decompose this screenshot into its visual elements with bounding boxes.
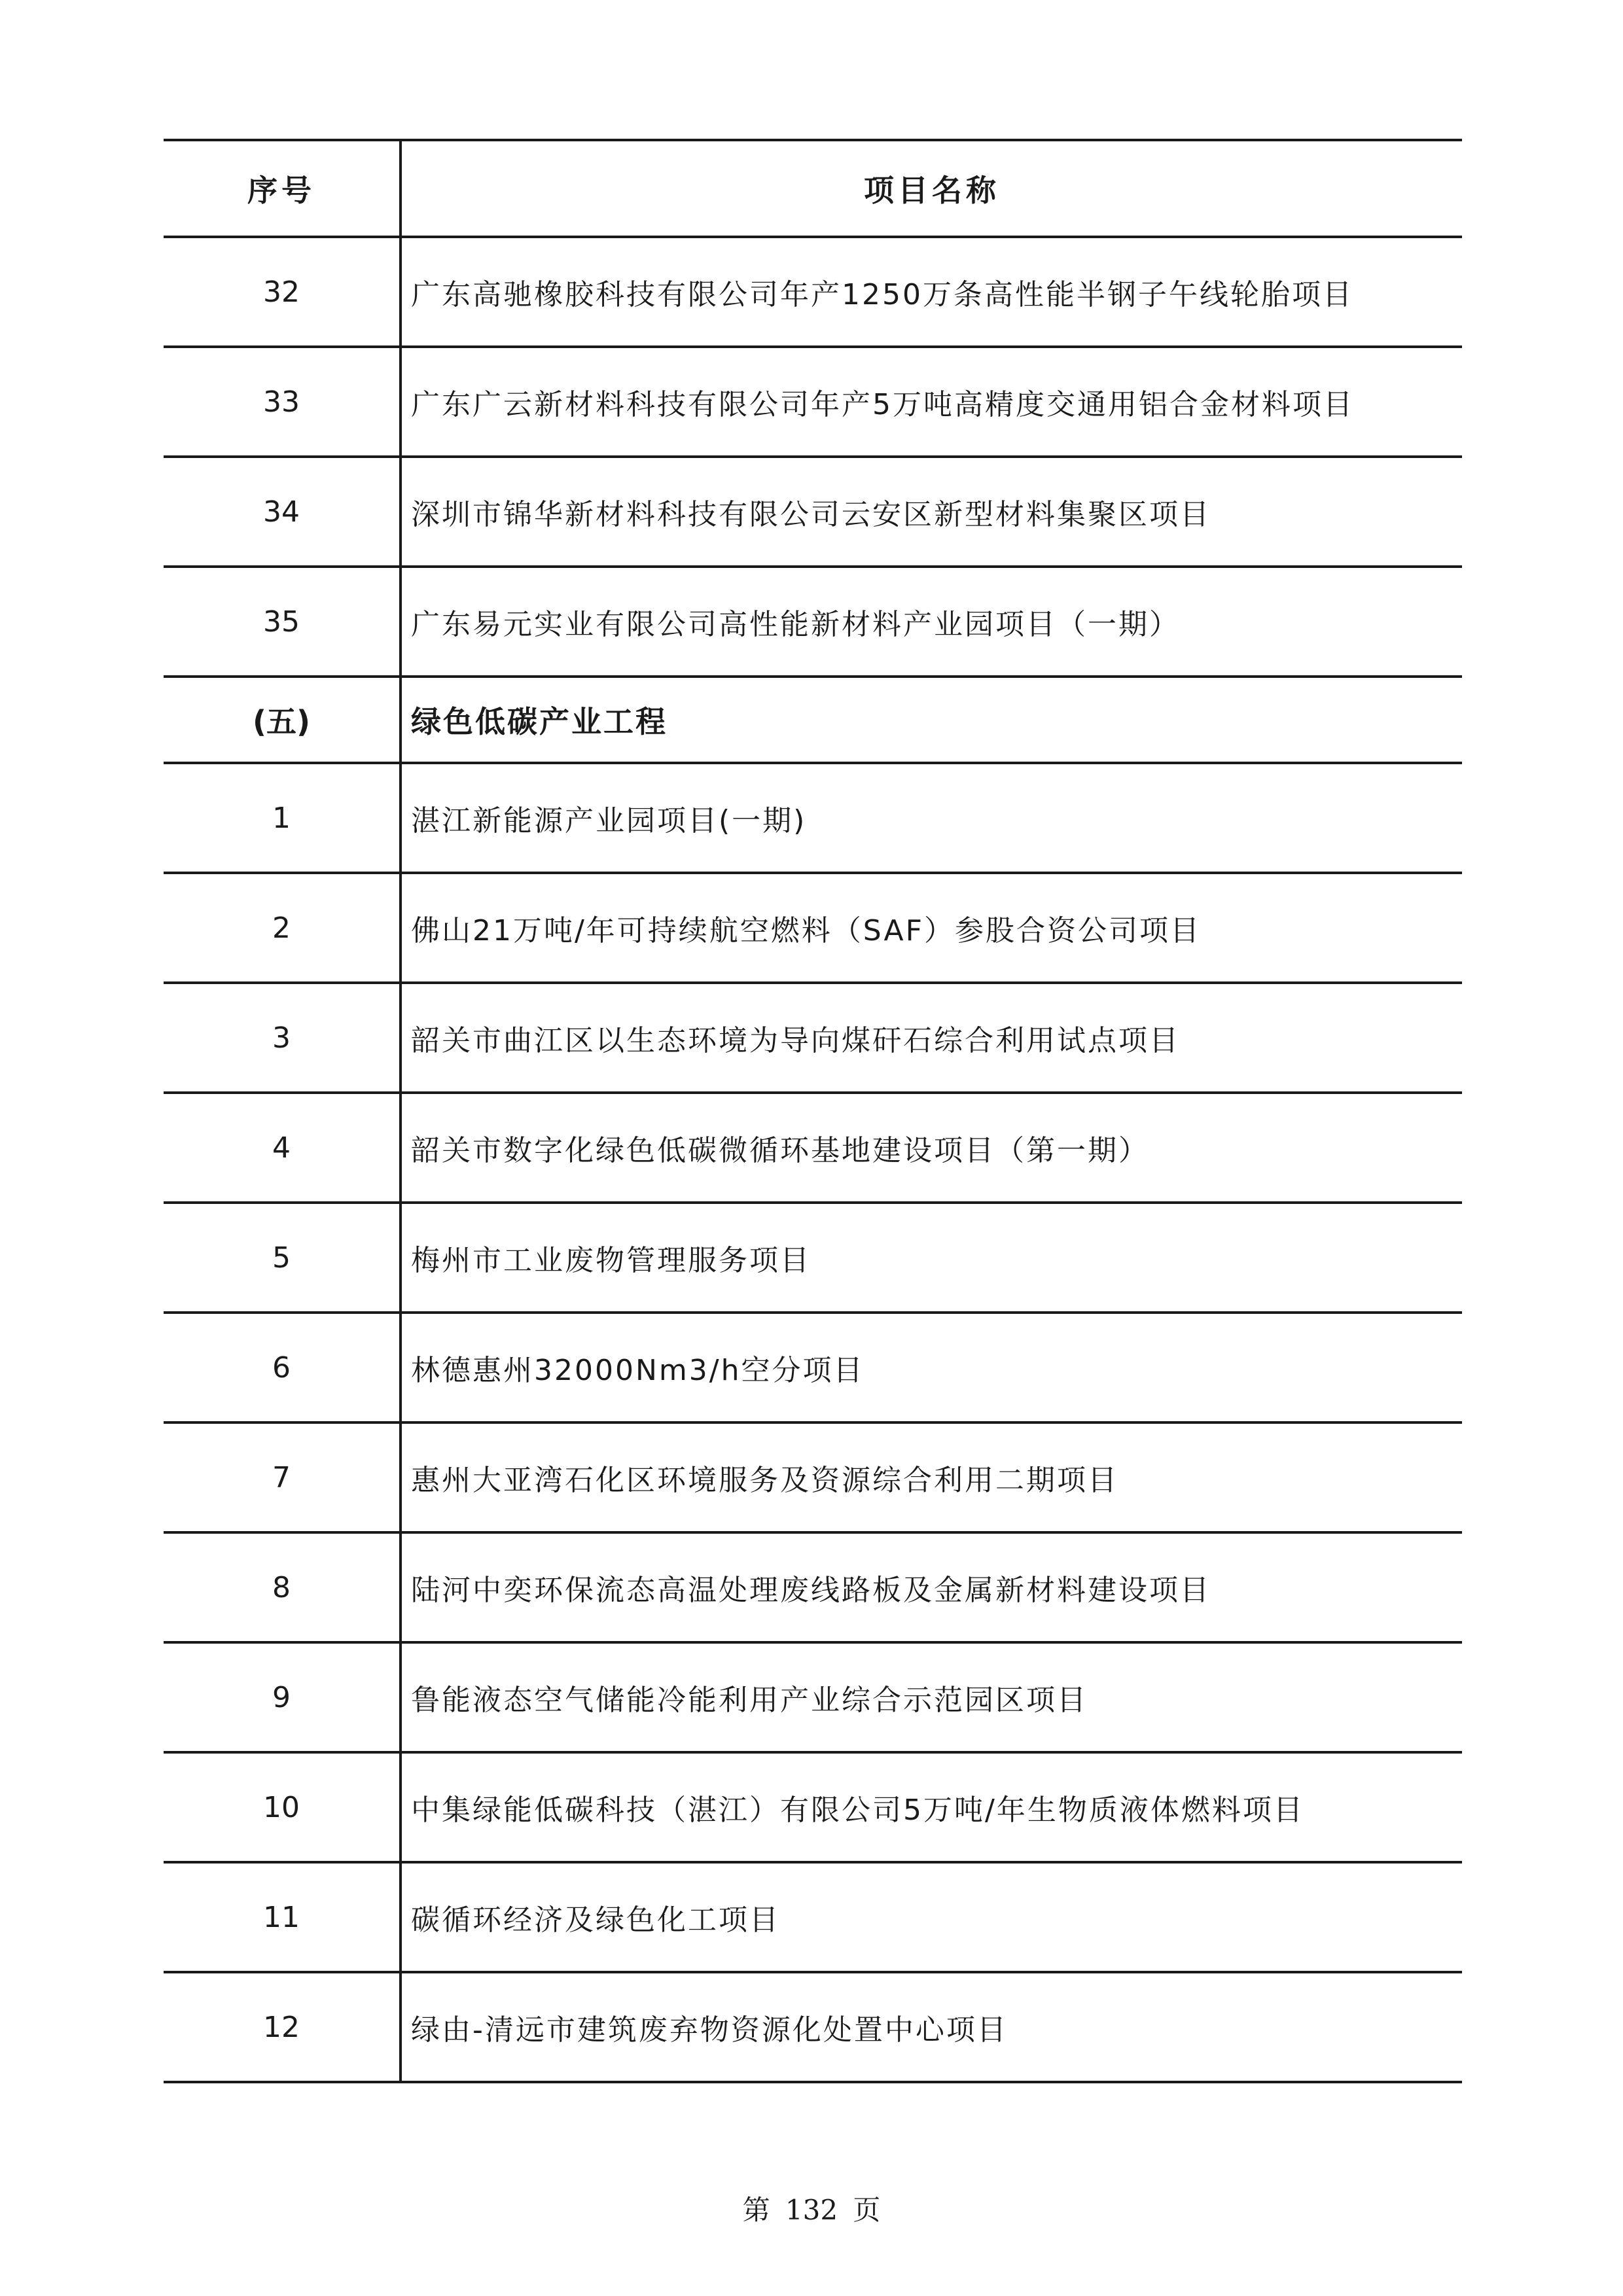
row-serial-number: 6 <box>164 1313 401 1422</box>
section-title: 绿色低碳产业工程 <box>401 677 1462 763</box>
row-serial-number: 10 <box>164 1752 401 1862</box>
row-serial-number: 2 <box>164 873 401 983</box>
table-row <box>164 1532 1462 1642</box>
table-row <box>164 1203 1462 1313</box>
header-serial-number: 序号 <box>164 140 401 237</box>
row-project-name: 湛江新能源产业园项目(一期) <box>401 763 1462 873</box>
row-project-name: 广东高驰橡胶科技有限公司年产1250万条高性能半钢子午线轮胎项目 <box>401 237 1462 347</box>
row-serial-number: 9 <box>164 1642 401 1752</box>
row-serial-number: 3 <box>164 983 401 1093</box>
table-row <box>164 1972 1462 2082</box>
page-number: 第 132 页 <box>742 2194 881 2226</box>
row-project-name: 林德惠州32000Nm3/h空分项目 <box>401 1313 1462 1422</box>
table-row <box>164 1752 1462 1862</box>
row-project-name: 广东广云新材料科技有限公司年产5万吨高精度交通用铝合金材料项目 <box>401 347 1462 457</box>
row-project-name: 鲁能液态空气储能冷能利用产业综合示范园区项目 <box>401 1642 1462 1752</box>
row-project-name: 广东易元实业有限公司高性能新材料产业园项目（一期） <box>401 567 1462 677</box>
table-row <box>164 347 1462 457</box>
table-row <box>164 873 1462 983</box>
row-project-name: 惠州大亚湾石化区环境服务及资源综合利用二期项目 <box>401 1422 1462 1532</box>
row-serial-number: 35 <box>164 567 401 677</box>
section-header-row <box>164 677 1462 763</box>
section-number: (五) <box>164 677 401 763</box>
table-row <box>164 1862 1462 1972</box>
table-row <box>164 983 1462 1093</box>
table-row <box>164 1093 1462 1203</box>
table-row <box>164 237 1462 347</box>
table-row <box>164 1642 1462 1752</box>
row-serial-number: 12 <box>164 1972 401 2082</box>
header-project-name: 项目名称 <box>401 140 1462 237</box>
row-serial-number: 34 <box>164 457 401 567</box>
table-body <box>164 237 1462 2082</box>
row-project-name: 中集绿能低碳科技（湛江）有限公司5万吨/年生物质液体燃料项目 <box>401 1752 1462 1862</box>
row-serial-number: 33 <box>164 347 401 457</box>
project-table-container <box>164 139 1462 2083</box>
row-project-name: 韶关市数字化绿色低碳微循环基地建设项目（第一期） <box>401 1093 1462 1203</box>
table-row <box>164 763 1462 873</box>
row-project-name: 碳循环经济及绿色化工项目 <box>401 1862 1462 1972</box>
table-row <box>164 1313 1462 1422</box>
project-table <box>164 139 1462 2083</box>
table-row <box>164 567 1462 677</box>
row-serial-number: 7 <box>164 1422 401 1532</box>
row-project-name: 深圳市锦华新材料科技有限公司云安区新型材料集聚区项目 <box>401 457 1462 567</box>
row-project-name: 绿由-清远市建筑废弃物资源化处置中心项目 <box>401 1972 1462 2082</box>
row-serial-number: 11 <box>164 1862 401 1972</box>
row-project-name: 梅州市工业废物管理服务项目 <box>401 1203 1462 1313</box>
table-row <box>164 457 1462 567</box>
row-serial-number: 4 <box>164 1093 401 1203</box>
row-project-name: 韶关市曲江区以生态环境为导向煤矸石综合利用试点项目 <box>401 983 1462 1093</box>
row-serial-number: 32 <box>164 237 401 347</box>
row-project-name: 佛山21万吨/年可持续航空燃料（SAF）参股合资公司项目 <box>401 873 1462 983</box>
row-serial-number: 5 <box>164 1203 401 1313</box>
row-project-name: 陆河中奕环保流态高温处理废线路板及金属新材料建设项目 <box>401 1532 1462 1642</box>
row-serial-number: 8 <box>164 1532 401 1642</box>
table-header-row <box>164 140 1462 237</box>
table-row <box>164 1422 1462 1532</box>
row-serial-number: 1 <box>164 763 401 873</box>
